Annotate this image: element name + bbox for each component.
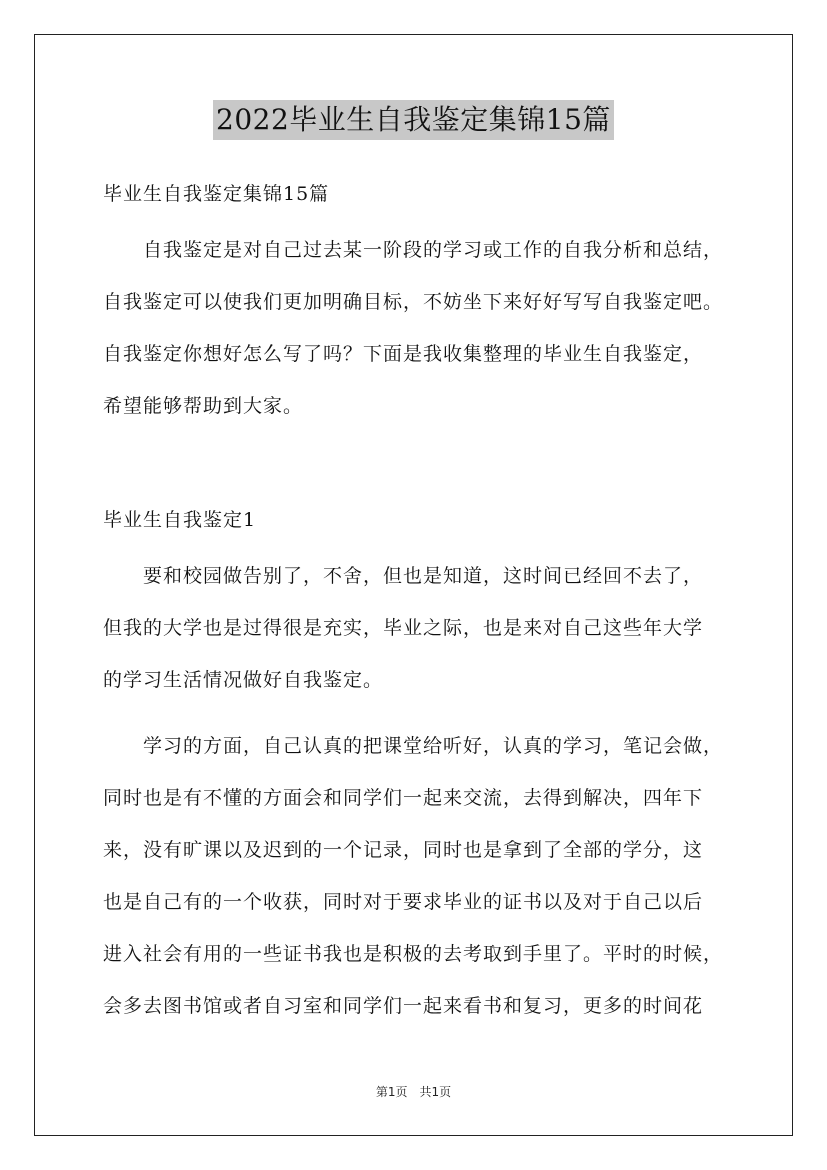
document-title: 2022毕业生自我鉴定集锦15篇	[213, 100, 614, 140]
paragraph-line: 但我的大学也是过得很是充实，毕业之际，也是来对自己这些年大学	[103, 617, 704, 639]
page-number-label: 第1页 共1页	[375, 1085, 452, 1099]
paragraph-line: 自我鉴定你想好怎么写了吗？下面是我收集整理的毕业生自我鉴定，	[103, 343, 704, 365]
paragraph-line: 来，没有旷课以及迟到的一个记录，同时也是拿到了全部的学分，这	[103, 839, 704, 861]
paragraph-line: 自我鉴定可以使我们更加明确目标，不妨坐下来好好写写自我鉴定吧。	[103, 291, 724, 313]
paragraph-line: 要和校园做告别了，不舍，但也是知道，这时间已经回不去了，	[143, 565, 704, 587]
paragraph-line: 会多去图书馆或者自习室和同学们一起来看书和复习，更多的时间花	[103, 995, 704, 1017]
paragraph-line: 也是自己有的一个收获，同时对于要求毕业的证书以及对于自己以后	[103, 891, 704, 913]
section1-paragraph-1	[103, 550, 743, 706]
section-gap	[103, 446, 743, 500]
document-body	[103, 174, 743, 1046]
page-footer	[0, 1083, 827, 1100]
title-wrap	[0, 100, 827, 140]
section1-paragraph-2	[103, 720, 743, 1032]
paragraph-line: 同时也是有不懂的方面会和同学们一起来交流，去得到解决，四年下	[103, 787, 704, 809]
document-subtitle: 毕业生自我鉴定集锦15篇	[103, 183, 330, 205]
section-heading: 毕业生自我鉴定1	[103, 509, 257, 531]
paragraph-line: 希望能够帮助到大家。	[103, 395, 304, 417]
paragraph-line: 自我鉴定是对自己过去某一阶段的学习或工作的自我分析和总结，	[143, 239, 724, 261]
intro-paragraph	[103, 224, 743, 432]
paragraph-line: 的学习生活情况做好自我鉴定。	[103, 669, 384, 691]
paragraph-line: 学习的方面，自己认真的把课堂给听好，认真的学习，笔记会做，	[143, 735, 724, 757]
paragraph-line: 进入社会有用的一些证书我也是积极的去考取到手里了。平时的时候，	[103, 943, 724, 965]
